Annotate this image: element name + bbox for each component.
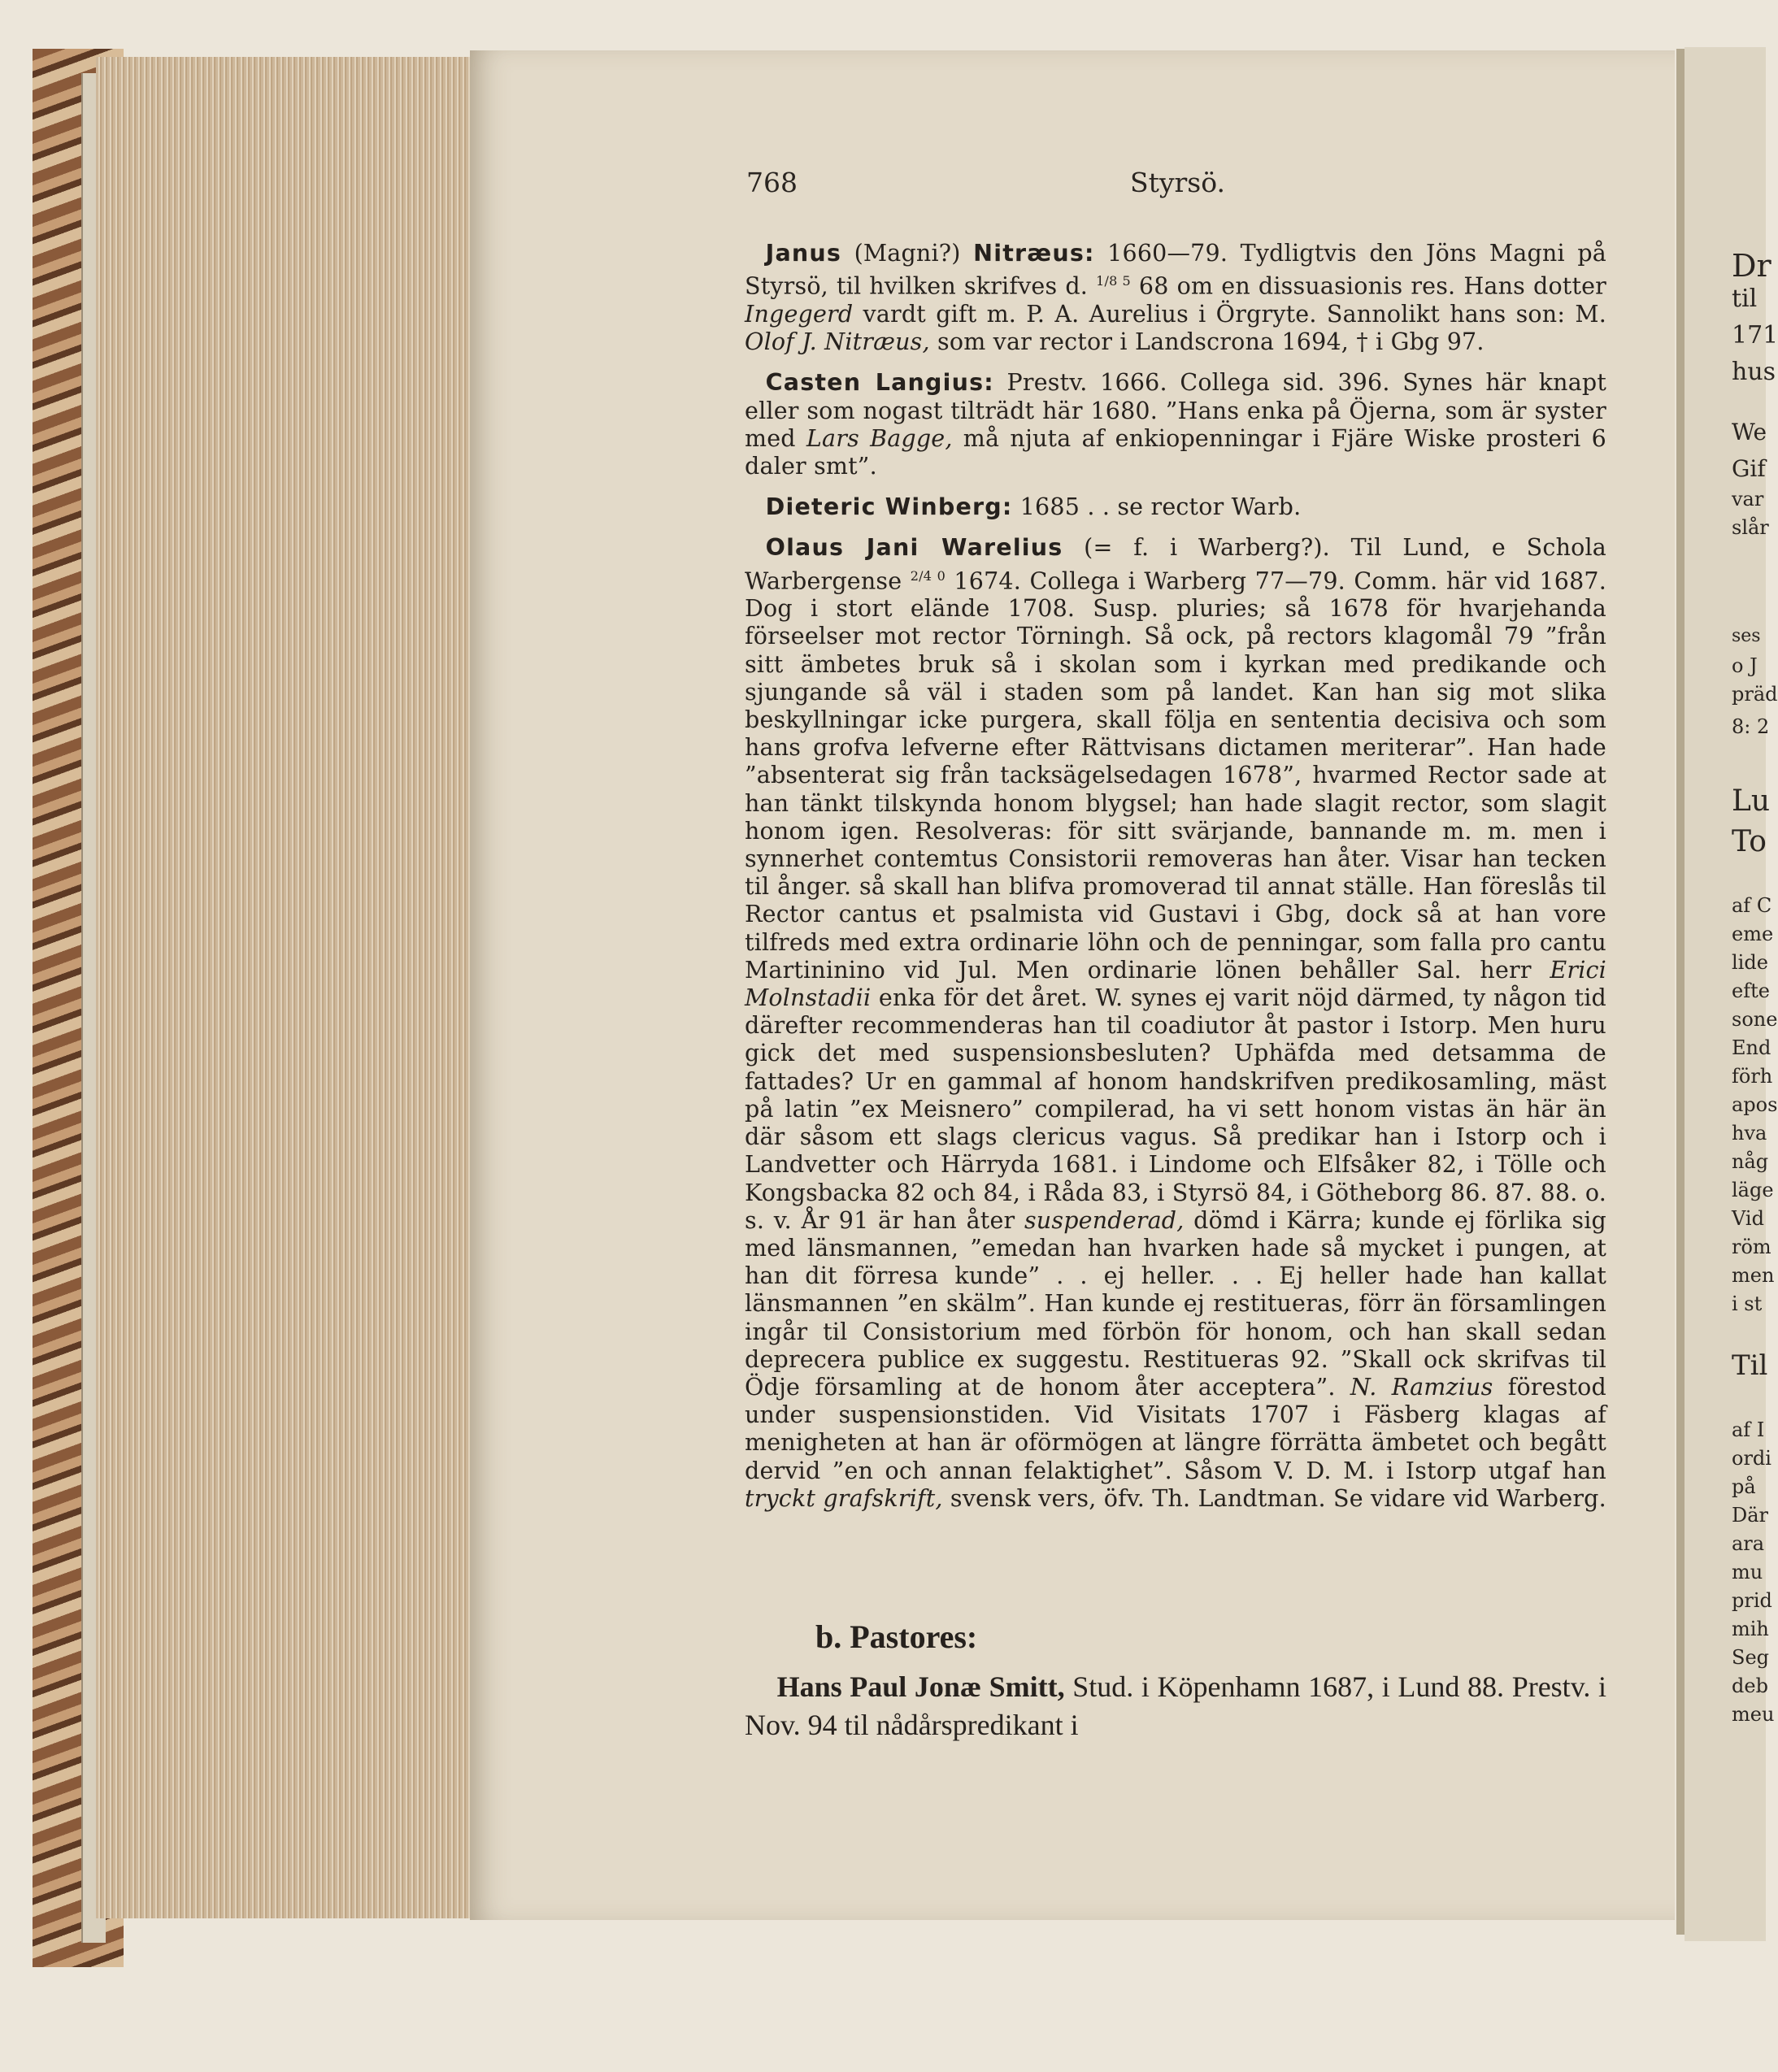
facing-page-text: Dr (1732, 248, 1771, 284)
entry-winberg: Dieteric Winberg: 1685 . . se rector Warb. (765, 493, 1302, 521)
facing-page-text: af C (1732, 894, 1772, 917)
facing-page-text: slår (1732, 516, 1769, 539)
facing-page-fragment (1685, 47, 1778, 1941)
facing-page-text: förh (1732, 1065, 1773, 1088)
facing-page-text: Vid (1732, 1207, 1764, 1230)
pastor-entry: Hans Paul Jonæ Smitt, Stud. i Köpenhamn 1687, i Lund 88. Prestv. i Nov. 94 til nådårspredikant i (745, 1670, 1606, 1741)
facing-page-text: ordi (1732, 1447, 1771, 1470)
entry-langius: Casten Langius: Prestv. 1666. Collega sid. 396. Synes här knapt eller som nogast tilträdt här 1680. ”Hans enka på Öjerna, som är syster med Lars Bagge, må njuta af enkiopenningar i Fjäre Wiske prosteri 6 daler smt”. (745, 369, 1607, 480)
facing-page-text: deb (1732, 1675, 1768, 1697)
facing-page-text: To (1732, 825, 1767, 858)
facing-page-text: mih (1732, 1618, 1769, 1640)
facing-page-text: apos (1732, 1093, 1778, 1116)
facing-page-text: lide (1732, 951, 1768, 974)
entry-name: Dieteric Winberg: (765, 493, 1013, 521)
facing-page-text: efte (1732, 980, 1770, 1002)
pastor-name: Hans Paul Jonæ Smitt, (776, 1670, 1065, 1703)
facing-page-text: Seg (1732, 1646, 1770, 1669)
facing-page-text: hus (1732, 358, 1776, 386)
facing-page-text: prid (1732, 1589, 1772, 1612)
facing-page-text: mu (1732, 1561, 1763, 1583)
facing-page-text: o J (1732, 654, 1758, 677)
page-title: Styrsö. (1130, 167, 1225, 198)
facing-page-text: til (1732, 285, 1758, 313)
entry-warelius: Olaus Jani Warelius (= f. i Warberg?). Til Lund, e Schola Warbergense $^{2/4 0}$ 1674. Collega i Warberg 77—79. Comm. här vid 1687. Dog i stort elände 1708. Susp. pluries; så 1678 för hvarjehanda förseelser mot rector Törningh. Så ock, på rectors klagomål 79 ”från sitt ämbetes bruk så i skolan som i kyrkan med predikande och sjungande så väl i staden som på landet. Kan han sig mot slika beskyllningar icke purgera, skall följa en sententia decisiva och som hans grofva lefverne efter Rättvisans dictamen meriterar”. Han hade ”absenterat sig från tacksägelsedagen 1678”, hvarmed Rector sade at han tänkt tilskynda honom blygsel; han hade slagit rector, som slagit honom igen. Resolveras: för sitt svärjande, bannande m. m. men i synnerhet contemtus Consistorii removeras han åter. Visar han tecken til ånger. så skall han blifva promoverad til annat ställe. Han föreslås til Rector cantus et psalmista vid Gustavi i Gbg, dock så at han vore tilfreds med extra ordinarie löhn och de penningar, som falla pro cantu Martininino vid Jul. Men ordinarie lönen behåller Sal. herr Erici Molnstadii enka för det året. W. synes ej varit nöjd därmed, ty någon tid därefter recommenderas han til coadiutor åt pastor i Istorp. Men huru gick det med suspensionsbesluten? Uphäfda med detsamma de fattades? Ur en gammal af honom handskrifven predikosamling, mäst på latin ”ex Meisnero” compilerad, ha vi sett honom vistas än här än där såsom ett slags clericus vagus. Så predikar han i Istorp och i Landvetter och Härryda 1681. i Lindome och Elfsåker 82, i Tölle och Kongsbacka 82 och 84, i Råda 83, i Styrsö 84, i Götheborg 86. 87. 88. o. s. v. År 91 är han åter suspenderad, dömd i Kärra; kunde ej förlika sig med länsmannen, ”emedan han hvarken hade så mycket i pungen, at han dit förresa kunde” . . ej heller. . . Ej heller hade han kallat länsmannen ”en skälm”. Han kunde ej restitueras, förr än församlingen ingår til Consistorium med förbön för honom, och han skall sedan deprecera publice ex suggestu. Restitueras 92. ”Skall ock skrifvas til Ödje församling at de honom åter acceptera”. N. Ramzius förestod under suspensionstiden. Vid Visitats 1707 i Fäsberg klagas af menigheten at han är oförmögen at längre förrätta ämbetet och begått dervid ”en och annan felaktighet”. Såsom V. D. M. i Istorp utgaf han tryckt grafskrift, svensk vers, öfv. Th. Landtman. Se vidare vid Warberg. (745, 534, 1606, 1512)
facing-page-text: meu (1732, 1703, 1775, 1726)
book-gutter (1676, 49, 1685, 1935)
facing-page-text: hva (1732, 1122, 1767, 1145)
date-fraction: 1/8 5 (1096, 273, 1131, 289)
facing-page-text: men (1732, 1264, 1775, 1287)
facing-page-text: ara (1732, 1532, 1765, 1555)
date-fraction: 2/4 0 (910, 567, 946, 584)
main-text (745, 240, 1606, 1513)
facing-page-text: sone (1732, 1008, 1778, 1031)
facing-page-text: Til (1732, 1349, 1768, 1382)
facing-page-text: i st (1732, 1292, 1763, 1315)
entry-nitraeus: Janus (Magni?) Nitræus: 1660—79. Tydligtvis den Jöns Magni på Styrsö, til hvilken skrifves d. $^{1/8 5}$ 68 om en dissuasionis res. Hans dotter Ingegerd vardt gift m. P. A. Aurelius i Örgryte. Sannolikt hans son: M. Olof J. Nitræus, som var rector i Landscrona 1694, † i Gbg 97. (745, 240, 1606, 356)
facing-page-text: af I (1732, 1418, 1765, 1441)
facing-page-text: We (1732, 419, 1767, 445)
entry-name: Nitræus: (973, 240, 1095, 267)
facing-page-text: eme (1732, 923, 1774, 945)
facing-page-text: någ (1732, 1150, 1769, 1173)
entry-name: Casten Langius: (765, 369, 994, 397)
facing-page-text: läge (1732, 1179, 1774, 1201)
entry-name: Olaus Jani Warelius (765, 534, 1063, 562)
facing-page-text: 171 (1732, 321, 1778, 350)
facing-page-text: 8: 2 (1732, 715, 1770, 738)
entry-name: Janus (765, 240, 842, 267)
page-number: 768 (746, 167, 798, 198)
facing-page-text: ses (1732, 626, 1761, 646)
facing-page-text: Där (1732, 1504, 1769, 1527)
facing-page-text: präd (1732, 683, 1778, 706)
facing-page-text: var (1732, 488, 1764, 510)
page-edges (96, 57, 474, 1918)
section-heading: b. Pastores: (815, 1618, 978, 1655)
facing-page-text: End (1732, 1036, 1771, 1059)
facing-page-text: Lu (1732, 784, 1771, 818)
facing-page-text: på (1732, 1475, 1756, 1498)
facing-page-text: Gif (1732, 455, 1766, 482)
facing-page-text: röm (1732, 1236, 1771, 1258)
